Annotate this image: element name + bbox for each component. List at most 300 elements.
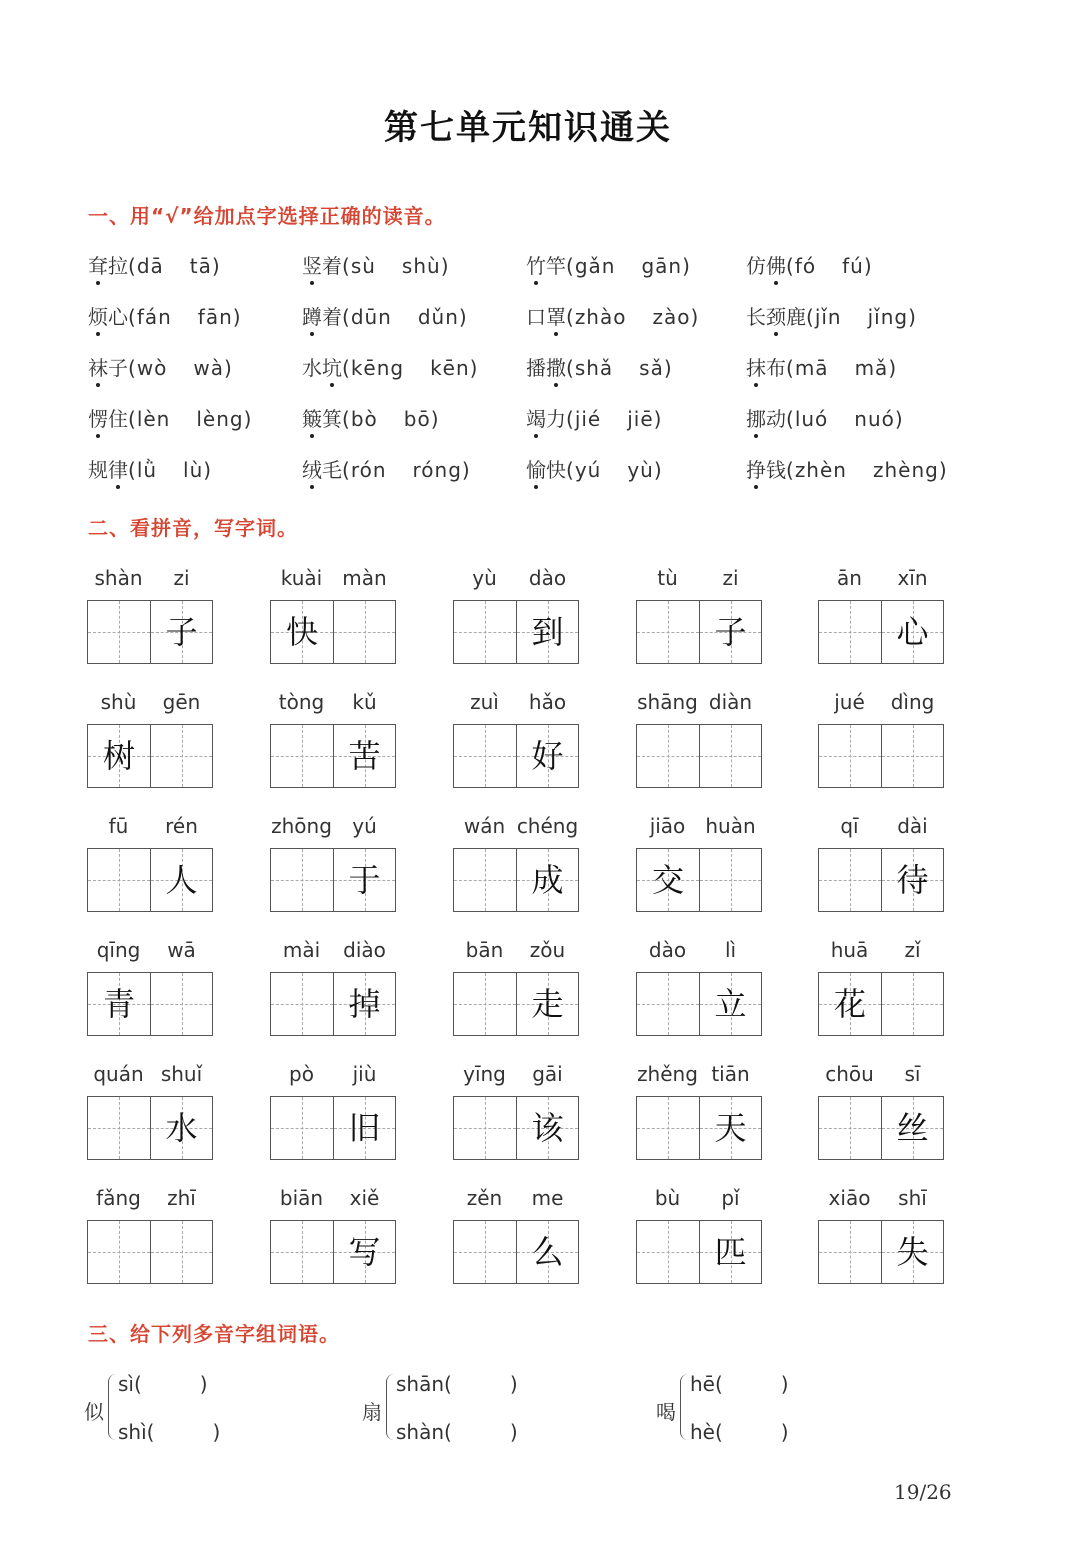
pinyin-option-b[interactable]: gān (641, 254, 683, 278)
pinyin-1: zěn (466, 1186, 503, 1210)
tianzige-grid (270, 1220, 396, 1284)
given-char: 写 (348, 1233, 381, 1271)
char-box[interactable] (88, 1221, 150, 1283)
char-box (881, 601, 943, 663)
pinyin-2: pǐ (721, 1186, 740, 1210)
word-char: 竿 (546, 254, 566, 278)
char-box (881, 1221, 943, 1283)
word-cell (453, 690, 579, 786)
pinyin-option-b[interactable]: bō (403, 407, 431, 431)
reading-item (526, 301, 699, 330)
pinyin-options (342, 458, 471, 482)
given-char: 人 (165, 861, 198, 899)
paren: ) (863, 254, 873, 278)
word-char: 心 (108, 305, 128, 329)
reading-item (88, 403, 252, 432)
pinyin-1: dào (648, 938, 687, 962)
pinyin-row (636, 1186, 762, 1214)
pinyin-row (453, 1186, 579, 1214)
word-cell (87, 1062, 213, 1158)
given-char: 交 (651, 861, 684, 899)
paren: ( (786, 407, 795, 431)
tianzige-grid (636, 1220, 762, 1284)
pinyin-row (270, 814, 396, 842)
pinyin-option-b[interactable]: lù (183, 458, 204, 482)
pinyin-option-a[interactable]: fó (794, 254, 817, 278)
char-box[interactable] (454, 849, 516, 911)
brace (680, 1374, 689, 1440)
char-box[interactable] (637, 1097, 699, 1159)
word-cell (270, 1062, 396, 1158)
pinyin-option-b[interactable]: nuó (854, 407, 895, 431)
char-box[interactable] (699, 725, 761, 787)
word-char: 鹿 (786, 305, 806, 329)
paren: ) (224, 356, 233, 380)
pinyin-options (786, 458, 948, 482)
char-box[interactable] (88, 849, 150, 911)
pinyin-1: huā (830, 938, 869, 962)
char-box (516, 973, 578, 1035)
pinyin-option-b[interactable]: fú (842, 254, 864, 278)
pinyin-1: biān (279, 1186, 324, 1210)
pinyin-options (128, 407, 252, 431)
char-box (516, 601, 578, 663)
pinyin-2: shuǐ (160, 1062, 203, 1086)
char-box[interactable] (150, 973, 212, 1035)
pinyin-options (566, 407, 662, 431)
tianzige-grid (270, 724, 396, 788)
polyphone-char: 似 (84, 1400, 104, 1424)
given-char: 丝 (896, 1109, 929, 1147)
word-cell (818, 814, 944, 910)
word-cell (636, 814, 762, 910)
pinyin-row (87, 938, 213, 966)
pinyin-row (636, 938, 762, 966)
char-box (333, 1221, 395, 1283)
reading-item (746, 250, 873, 279)
char-box[interactable] (637, 973, 699, 1035)
pinyin-2: wā (167, 938, 196, 962)
pinyin-1: tù (657, 566, 678, 590)
char-box[interactable] (333, 601, 395, 663)
tianzige-grid (453, 724, 579, 788)
word-cell (87, 938, 213, 1034)
given-char: 旧 (348, 1109, 381, 1147)
char-box[interactable] (271, 1221, 333, 1283)
reading-pinyin: sì( (118, 1372, 142, 1396)
char-box[interactable] (454, 1221, 516, 1283)
pinyin-1: kuài (280, 566, 323, 590)
pinyin-option-a[interactable]: wò (136, 356, 168, 380)
word-char: 动 (766, 407, 786, 431)
pinyin-2: jiù (352, 1062, 377, 1086)
pinyin-option-a[interactable]: zhèn (794, 458, 847, 482)
tianzige-grid (270, 1096, 396, 1160)
given-char: 到 (531, 613, 564, 651)
pinyin-2: gēn (162, 690, 201, 714)
char-box[interactable] (819, 1221, 881, 1283)
given-char: 立 (714, 985, 747, 1023)
char-box (88, 973, 150, 1035)
pinyin-row (636, 1062, 762, 1090)
tianzige-grid (636, 724, 762, 788)
polyphone-char: 扇 (362, 1400, 382, 1424)
pinyin-row (453, 690, 579, 718)
reading-item (88, 352, 233, 381)
char-box[interactable] (454, 601, 516, 663)
dotted-char: 愣 (88, 403, 108, 432)
paren: ) (211, 254, 221, 278)
dotted-char: 撒 (546, 352, 566, 381)
dotted-char: 簸 (302, 403, 322, 432)
reading-word (526, 458, 566, 482)
pinyin-option-b[interactable]: zào (652, 305, 691, 329)
pinyin-row (87, 566, 213, 594)
word-cell (636, 566, 762, 662)
reading-line (118, 1420, 220, 1444)
paren: ) (212, 1420, 221, 1444)
polyphone-char: 喝 (656, 1400, 676, 1424)
pinyin-option-a[interactable]: dūn (350, 305, 392, 329)
pinyin-option-b[interactable]: kēn (430, 356, 470, 380)
pinyin-1: fū (108, 814, 129, 838)
char-box[interactable] (819, 725, 881, 787)
dotted-char: 挣 (746, 454, 766, 483)
paren: ( (786, 356, 795, 380)
word-cell (636, 938, 762, 1034)
char-box[interactable] (271, 973, 333, 1035)
dotted-char: 竭 (526, 403, 546, 432)
pinyin-option-a[interactable]: jié (574, 407, 602, 431)
pinyin-row (453, 1062, 579, 1090)
given-char: 苦 (348, 737, 381, 775)
reading-item (746, 301, 917, 330)
pinyin-options (342, 254, 450, 278)
tianzige-grid (818, 972, 944, 1036)
pinyin-option-a[interactable]: fán (136, 305, 172, 329)
word-char: 播 (526, 356, 546, 380)
reading-item (526, 250, 691, 279)
pinyin-option-a[interactable]: mā (794, 356, 829, 380)
pinyin-option-b[interactable]: róng (412, 458, 462, 482)
pinyin-row (270, 938, 396, 966)
char-box[interactable] (271, 725, 333, 787)
char-box[interactable] (150, 725, 212, 787)
paren: ) (203, 458, 213, 482)
pinyin-option-a[interactable]: luó (794, 407, 829, 431)
pinyin-row (270, 690, 396, 718)
char-box[interactable] (454, 1097, 516, 1159)
reading-word (88, 407, 128, 431)
word-cell (270, 566, 396, 662)
pinyin-option-b[interactable]: sǎ (639, 356, 664, 380)
char-box[interactable] (454, 725, 516, 787)
pinyin-1: tòng (278, 690, 325, 714)
word-char: 拉 (108, 254, 128, 278)
tianzige-grid (87, 1096, 213, 1160)
pinyin-1: jué (834, 690, 865, 714)
pinyin-option-a[interactable]: sù (350, 254, 376, 278)
dotted-char: 竖 (302, 250, 322, 279)
word-char: 住 (108, 407, 128, 431)
pinyin-row (818, 814, 944, 842)
pinyin-options (128, 356, 233, 380)
tianzige-grid (87, 1220, 213, 1284)
pinyin-1: bù (654, 1186, 681, 1210)
reading-line (396, 1420, 518, 1444)
pinyin-row (270, 566, 396, 594)
pinyin-2: rén (165, 814, 198, 838)
reading-word (302, 458, 342, 482)
word-cell (270, 1186, 396, 1282)
paren: ) (509, 1420, 518, 1444)
tianzige-grid (270, 848, 396, 912)
pinyin-option-a[interactable]: rón (350, 458, 387, 482)
pinyin-row (453, 814, 579, 842)
char-box[interactable] (881, 973, 943, 1035)
reading-word (746, 254, 786, 278)
pinyin-2: zǒu (529, 938, 566, 962)
tianzige-grid (818, 1220, 944, 1284)
pinyin-option-b[interactable]: mǎ (854, 356, 889, 380)
pinyin-2: xīn (897, 566, 928, 590)
pinyin-option-b[interactable]: dǔn (417, 305, 459, 329)
section-1-heading: 一、用“√”给加点字选择正确的读音。 (88, 204, 446, 228)
pinyin-options (128, 458, 212, 482)
pinyin-1: bān (465, 938, 504, 962)
tianzige-grid (453, 1220, 579, 1284)
reading-item (88, 301, 242, 330)
reading-word (302, 305, 342, 329)
pinyin-2: zǐ (904, 938, 921, 962)
pinyin-option-b[interactable]: fān (197, 305, 233, 329)
given-char: 好 (531, 737, 564, 775)
paren: ) (509, 1372, 518, 1396)
word-char: 仿 (746, 254, 766, 278)
word-cell (818, 1062, 944, 1158)
char-box (333, 973, 395, 1035)
char-box[interactable] (88, 1097, 150, 1159)
pinyin-option-a[interactable]: zhào (574, 305, 627, 329)
pinyin-row (818, 1186, 944, 1214)
pinyin-options (128, 254, 221, 278)
pinyin-row (818, 938, 944, 966)
reading-item (88, 250, 221, 279)
char-box (699, 601, 761, 663)
char-box (271, 601, 333, 663)
pinyin-row (87, 690, 213, 718)
paren: ( (128, 407, 137, 431)
given-char: 天 (714, 1109, 747, 1147)
pinyin-option-b[interactable]: shù (401, 254, 441, 278)
pinyin-2: zhī (167, 1186, 196, 1210)
reading-item (526, 352, 673, 381)
pinyin-2: kǔ (352, 690, 377, 714)
pinyin-option-b[interactable]: jǐng (867, 305, 909, 329)
pinyin-option-a[interactable]: gǎn (574, 254, 616, 278)
dotted-char: 耷 (88, 250, 108, 279)
tianzige-grid (87, 848, 213, 912)
pinyin-1: fǎng (96, 1186, 141, 1210)
tianzige-grid (636, 1096, 762, 1160)
paren: ) (440, 254, 450, 278)
reading-word (746, 356, 786, 380)
char-box[interactable] (637, 725, 699, 787)
char-box (88, 725, 150, 787)
pinyin-option-a[interactable]: dā (136, 254, 164, 278)
reading-word (526, 356, 566, 380)
pinyin-option-b[interactable]: tā (189, 254, 212, 278)
pinyin-row (818, 690, 944, 718)
char-box[interactable] (454, 973, 516, 1035)
reading-word (302, 356, 342, 380)
char-box (516, 849, 578, 911)
pinyin-row (270, 1062, 396, 1090)
word-cell (818, 690, 944, 786)
reading-word (526, 254, 566, 278)
char-box (699, 1221, 761, 1283)
pinyin-1: zuì (470, 690, 499, 714)
reading-word (88, 356, 128, 380)
pinyin-option-a[interactable]: lèn (136, 407, 171, 431)
char-box (516, 1097, 578, 1159)
paren: ( (342, 356, 351, 380)
pinyin-option-a[interactable]: yú (574, 458, 602, 482)
paren: ) (888, 356, 898, 380)
pinyin-2: me (531, 1186, 564, 1210)
pinyin-row (87, 1186, 213, 1214)
word-cell (636, 690, 762, 786)
pinyin-option-a[interactable]: jǐn (814, 305, 842, 329)
pinyin-row (818, 566, 944, 594)
reading-pinyin: shì( (118, 1420, 155, 1444)
char-box[interactable] (699, 849, 761, 911)
pinyin-option-a[interactable]: shǎ (574, 356, 614, 380)
pinyin-1: yù (472, 566, 497, 590)
paren: ( (128, 305, 137, 329)
tianzige-grid (270, 600, 396, 664)
char-box[interactable] (271, 849, 333, 911)
pinyin-row (636, 566, 762, 594)
word-char: 布 (766, 356, 786, 380)
paren: ( (342, 458, 351, 482)
paren: ) (690, 305, 700, 329)
reading-item (302, 454, 471, 483)
reading-word (88, 458, 128, 482)
pinyin-2: diào (343, 938, 386, 962)
pinyin-2: hǎo (528, 690, 567, 714)
pinyin-options (566, 305, 699, 329)
char-box (881, 849, 943, 911)
pinyin-2: diàn (708, 690, 753, 714)
dotted-char: 坑 (322, 352, 342, 381)
word-cell (636, 1186, 762, 1282)
char-box[interactable] (88, 601, 150, 663)
pinyin-option-a[interactable]: kēng (350, 356, 405, 380)
pinyin-2: dìng (890, 690, 935, 714)
word-cell (453, 566, 579, 662)
dotted-char: 蹲 (302, 301, 322, 330)
page-title: 第七单元知识通关 (384, 108, 672, 148)
dotted-char: 绒 (302, 454, 322, 483)
pinyin-row (818, 1062, 944, 1090)
char-box[interactable] (637, 1221, 699, 1283)
reading-pinyin: shàn( (396, 1420, 452, 1444)
tianzige-grid (87, 972, 213, 1036)
char-box (333, 849, 395, 911)
word-cell (87, 1186, 213, 1282)
word-char: 规 (88, 458, 108, 482)
paren: ( (806, 305, 815, 329)
pinyin-options (786, 254, 873, 278)
pinyin-option-b[interactable]: lèng (196, 407, 244, 431)
tianzige-grid (818, 724, 944, 788)
paren: ) (780, 1372, 789, 1396)
word-cell (818, 938, 944, 1034)
given-char: 走 (531, 985, 564, 1023)
char-box[interactable] (819, 1097, 881, 1159)
dotted-char: 挪 (746, 403, 766, 432)
char-box[interactable] (150, 1221, 212, 1283)
pinyin-options (786, 407, 904, 431)
brace (108, 1374, 117, 1440)
word-char: 快 (546, 458, 566, 482)
pinyin-2: màn (342, 566, 387, 590)
paren: ( (566, 305, 575, 329)
pinyin-option-b[interactable]: zhèng (872, 458, 939, 482)
word-char: 着 (322, 254, 342, 278)
pinyin-option-b[interactable]: yù (627, 458, 654, 482)
section-3-heading: 三、给下列多音字组词语。 (88, 1322, 340, 1346)
pinyin-2: tiān (711, 1062, 750, 1086)
pinyin-1: quán (93, 1062, 144, 1086)
word-char: 着 (322, 305, 342, 329)
tianzige-grid (818, 600, 944, 664)
pinyin-option-a[interactable]: lǜ (136, 458, 158, 482)
pinyin-option-b[interactable]: jiē (627, 407, 654, 431)
given-char: 成 (531, 861, 564, 899)
pinyin-2: yú (352, 814, 377, 838)
pinyin-1: shāng (637, 690, 698, 714)
pinyin-options (786, 356, 897, 380)
paren: ( (566, 356, 575, 380)
tianzige-grid (453, 600, 579, 664)
pinyin-1: qī (840, 814, 859, 838)
reading-word (746, 305, 806, 329)
reading-pinyin: shān( (396, 1372, 452, 1396)
reading-line (690, 1420, 789, 1444)
reading-word (746, 407, 786, 431)
char-box[interactable] (637, 601, 699, 663)
tianzige-grid (87, 600, 213, 664)
pinyin-2: chéng (516, 814, 579, 838)
char-box (881, 1097, 943, 1159)
paren: ( (128, 254, 137, 278)
char-box[interactable] (881, 725, 943, 787)
char-box[interactable] (271, 1097, 333, 1159)
paren: ( (566, 458, 575, 482)
pinyin-row (636, 690, 762, 718)
pinyin-2: dào (528, 566, 567, 590)
word-cell (87, 690, 213, 786)
pinyin-option-b[interactable]: wà (193, 356, 225, 380)
pinyin-option-a[interactable]: bò (350, 407, 378, 431)
char-box[interactable] (819, 601, 881, 663)
pinyin-1: qīng (96, 938, 141, 962)
paren: ) (199, 1372, 208, 1396)
char-box[interactable] (819, 849, 881, 911)
paren: ( (342, 407, 351, 431)
